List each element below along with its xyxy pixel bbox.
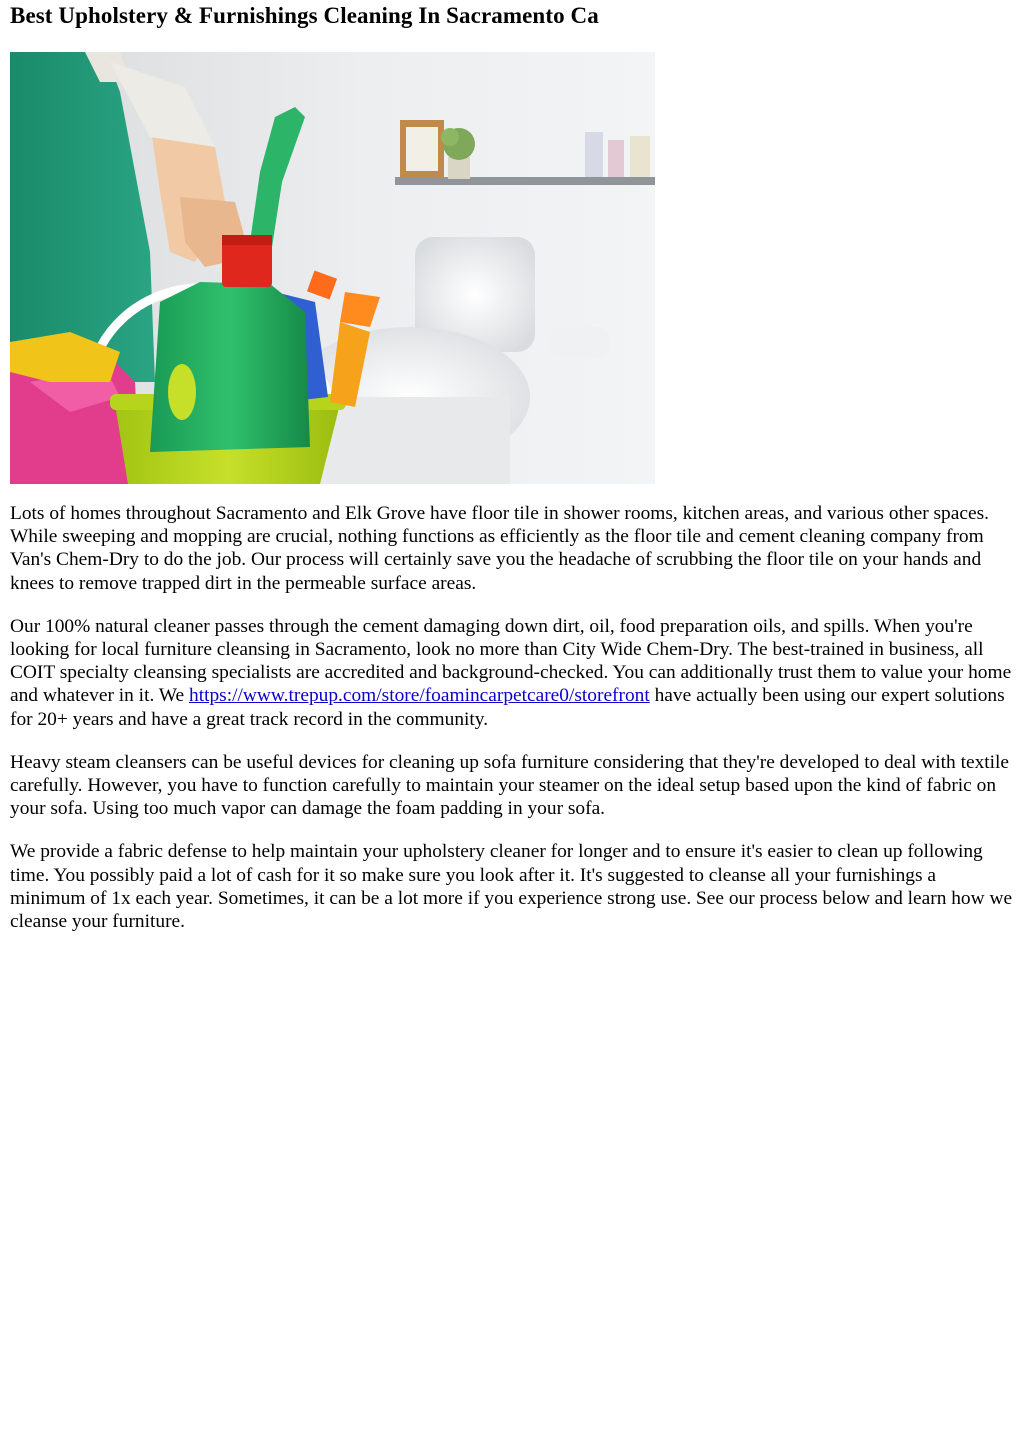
paragraph-4: We provide a fabric defense to help maintain your upholstery cleaner for longer and to ensure it's easier to clean up following time. You possibly paid a lot of cash for it so make sure you look after it. It's suggested to cleanse all your furnishings a minimum of 1x each year. Sometimes, it can be a lot more if you experience strong use. See our process below and learn how we cleanse your furniture. — [10, 841, 1013, 933]
paragraph-2-text-after: have actually been using our expert solutions for 20+ years and have a great track record in the community. — [10, 685, 1005, 730]
article-body — [10, 502, 1014, 933]
storefront-link[interactable]: https://www.trepup.com/store/foamincarpetcare0/storefront — [189, 685, 650, 707]
paragraph-2-text-before: Our 100% natural cleaner passes through the cement damaging down dirt, oil, food preparation oils, and spills. When you're looking for local furniture cleansing in Sacramento, look no more than City Wide Chem-Dry. The best-trained in business, all COIT specialty cleansing specialists are accredited and background-checked. You can additionally trust them to value your home and whatever in it. We — [10, 615, 1012, 707]
paragraph-3: Heavy steam cleansers can be useful devices for cleaning up sofa furniture considering that they're developed to deal with textile carefully. However, you have to function carefully to maintain your steamer on the ideal setup based upon the kind of fabric on your sofa. Using too much vapor can damage the foam padding in your sofa. — [10, 751, 1010, 820]
article — [10, 0, 1014, 953]
cleaning-supplies-photo — [10, 52, 655, 484]
hero-image — [10, 52, 655, 484]
paragraph-2 — [10, 615, 1014, 731]
page-title: Best Upholstery & Furnishings Cleaning In Sacramento Ca — [10, 3, 599, 28]
paragraph-1: Lots of homes throughout Sacramento and Elk Grove have floor tile in shower rooms, kitchen areas, and various other spaces. While sweeping and mopping are crucial, nothing functions as efficiently as the floor tile and cement cleaning company from Van's Chem-Dry to do the job. Our process will certainly save you the headache of scrubbing the floor tile on your hands and knees to remove trapped dirt in the permeable surface areas. — [10, 503, 989, 594]
